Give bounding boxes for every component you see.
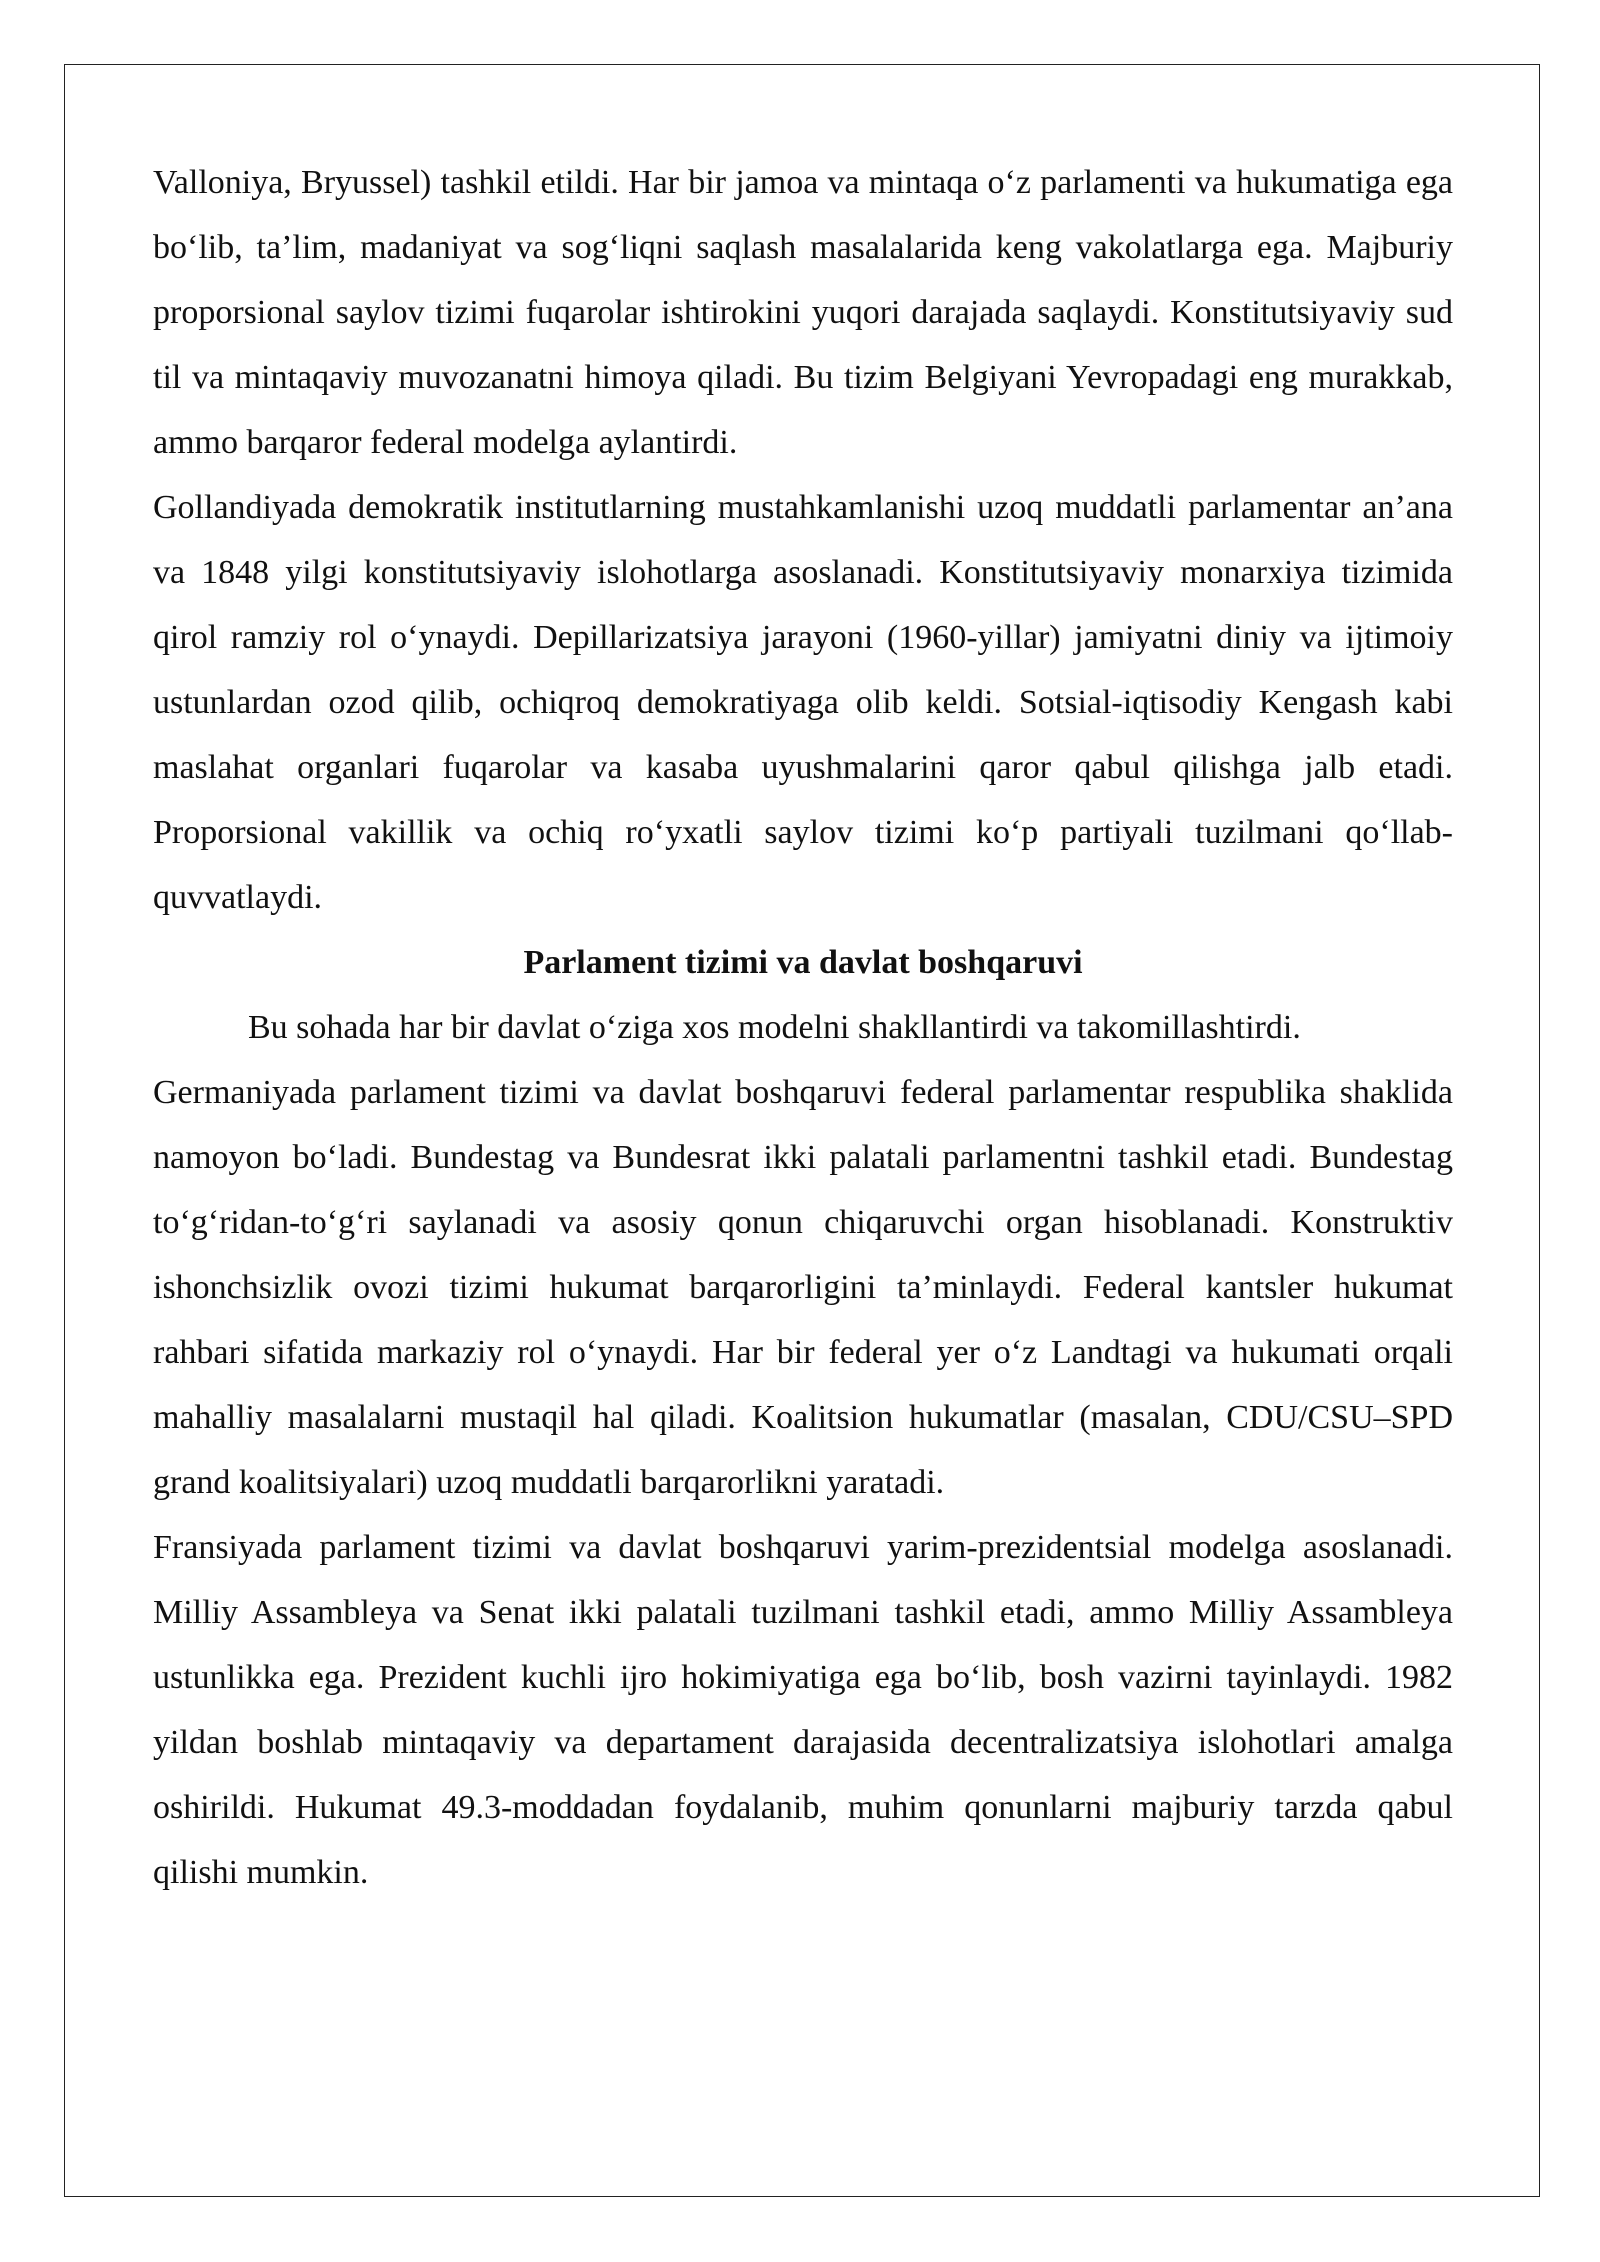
paragraph-intro: Bu sohada har bir davlat o‘ziga xos modelni shakllantirdi va takomillashtirdi.	[248, 1009, 1301, 1046]
document-body	[153, 150, 1453, 1905]
paragraph-belgium-continued: Valloniya, Bryussel) tashkil etildi. Har bir jamoa va mintaqa o‘z parlamenti va hukumatiga ega bo‘lib, ta’lim, madaniyat va sog‘liqni saqlash masalalarida keng vakolatlarga ega. Majburiy proporsional saylov tizimi fuqarolar ishtirokini yuqori darajada saqlaydi. Konstitutsiyaviy sud til va mintaqaviy muvozanatni himoya qiladi. Bu tizim Belgiyani Yevropadagi eng murakkab, ammo barqaror federal modelga aylantirdi.	[153, 164, 1453, 461]
paragraph-germany: Germaniyada parlament tizimi va davlat boshqaruvi federal parlamentar respublika shaklida namoyon bo‘ladi. Bundestag va Bundesrat ikki palatali parlamentni tashkil etadi. Bundestag to‘g‘ridan-to‘g‘ri saylanadi va asosiy qonun chiqaruvchi organ hisoblanadi. Konstruktiv ishonchsizlik ovozi tizimi hukumat barqarorligini ta’minlaydi. Federal kantsler hukumat rahbari sifatida markaziy rol o‘ynaydi. Har bir federal yer o‘z Landtagi va hukumati orqali mahalliy masalalarni mustaqil hal qiladi. Koalitsion hukumatlar (masalan, CDU/CSU–SPD grand koalitsiyalari) uzoq muddatli barqarorlikni yaratadi.	[153, 1074, 1453, 1501]
paragraph-netherlands: Gollandiyada demokratik institutlarning mustahkamlanishi uzoq muddatli parlamentar an’ana va 1848 yilgi konstitutsiyaviy islohotlarga asoslanadi. Konstitutsiyaviy monarxiya tizimida qirol ramziy rol o‘ynaydi. Depillarizatsiya jarayoni (1960-yillar) jamiyatni diniy va ijtimoiy ustunlardan ozod qilib, ochiqroq demokratiyaga olib keldi. Sotsial-iqtisodiy Kengash kabi maslahat organlari fuqarolar va kasaba uyushmalarini qaror qabul qilishga jalb etadi. Proporsional vakillik va ochiq ro‘yxatli saylov tizimi ko‘p partiyali tuzilmani qo‘llab-quvvatlaydi.	[153, 489, 1453, 916]
section-heading: Parlament tizimi va davlat boshqaruvi	[523, 944, 1083, 981]
paragraph-france: Fransiyada parlament tizimi va davlat boshqaruvi yarim-prezidentsial modelga asoslanadi. Milliy Assambleya va Senat ikki palatali tuzilmani tashkil etadi, ammo Milliy Assambleya ustunlikka ega. Prezident kuchli ijro hokimiyatiga ega bo‘lib, bosh vazirni tayinlaydi. 1982 yildan boshlab mintaqaviy va departament darajasida decentralizatsiya islohotlari amalga oshirildi. Hukumat 49.3-moddadan foydalanib, muhim qonunlarni majburiy tarzda qabul qilishi mumkin.	[153, 1529, 1453, 1891]
